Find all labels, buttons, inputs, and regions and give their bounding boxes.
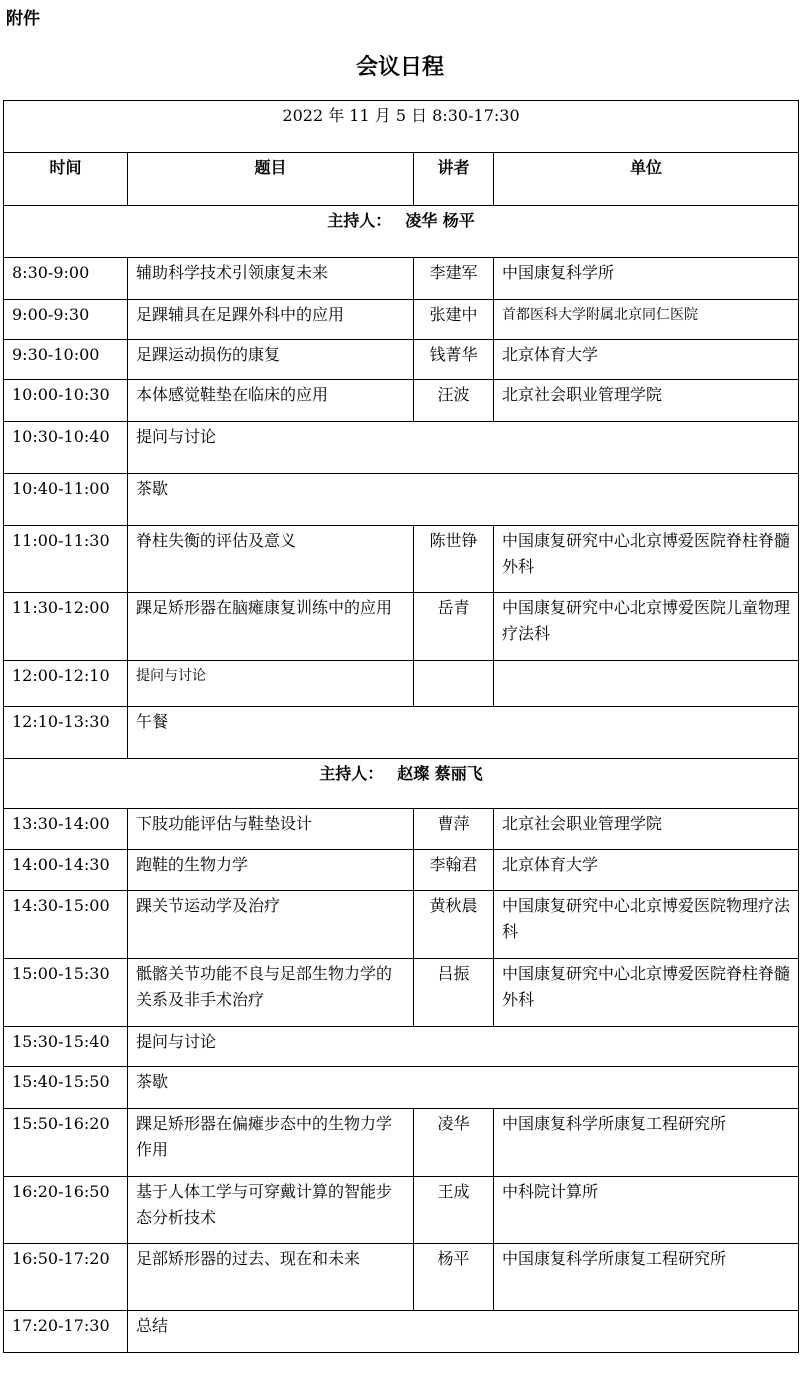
unit-cell: 北京体育大学 — [494, 340, 799, 380]
time-cell: 15:50-16:20 — [4, 1109, 128, 1177]
topic-cell: 本体感觉鞋垫在临床的应用 — [128, 380, 414, 422]
host-names: 凌华 杨平 — [405, 211, 475, 230]
host-names: 赵璨 蔡丽飞 — [397, 764, 483, 783]
time-cell: 15:30-15:40 — [4, 1027, 128, 1067]
table-row — [4, 474, 799, 526]
table-row — [4, 1109, 799, 1177]
unit-cell: 中国康复研究中心北京博爱医院脊柱脊髓外科 — [494, 959, 799, 1027]
topic-cell: 茶歇 — [128, 1067, 799, 1109]
topic-cell: 基于人体工学与可穿戴计算的智能步态分析技术 — [128, 1177, 414, 1244]
speaker-cell: 凌华 — [414, 1109, 494, 1177]
speaker-cell: 吕振 — [414, 959, 494, 1027]
speaker-cell: 李建军 — [414, 258, 494, 300]
topic-cell: 踝关节运动学及治疗 — [128, 891, 414, 959]
header-topic: 题目 — [128, 153, 414, 206]
topic-cell: 脊柱失衡的评估及意义 — [128, 526, 414, 593]
topic-cell: 下肢功能评估与鞋垫设计 — [128, 809, 414, 850]
speaker-cell: 钱菁华 — [414, 340, 494, 380]
table-row — [4, 340, 799, 380]
unit-cell: 中国康复科学所康复工程研究所 — [494, 1244, 799, 1311]
speaker-cell: 杨平 — [414, 1244, 494, 1311]
table-row — [4, 300, 799, 340]
header-row — [4, 153, 799, 206]
time-cell: 15:40-15:50 — [4, 1067, 128, 1109]
table-row — [4, 809, 799, 850]
header-speaker: 讲者 — [414, 153, 494, 206]
time-cell: 10:00-10:30 — [4, 380, 128, 422]
header-time: 时间 — [4, 153, 128, 206]
speaker-cell: 陈世铮 — [414, 526, 494, 593]
table-row — [4, 1027, 799, 1067]
table-row — [4, 850, 799, 891]
topic-cell: 踝足矫形器在脑瘫康复训练中的应用 — [128, 593, 414, 661]
table-row — [4, 891, 799, 959]
time-cell: 14:00-14:30 — [4, 850, 128, 891]
time-cell: 15:00-15:30 — [4, 959, 128, 1027]
time-cell: 13:30-14:00 — [4, 809, 128, 850]
time-cell: 16:20-16:50 — [4, 1177, 128, 1244]
table-row — [4, 1311, 799, 1353]
time-cell: 9:00-9:30 — [4, 300, 128, 340]
time-cell: 12:10-13:30 — [4, 707, 128, 759]
table-row — [4, 258, 799, 300]
host-label: 主持人： — [319, 764, 384, 783]
table-row — [4, 526, 799, 593]
date-row — [4, 101, 799, 153]
topic-cell: 踝足矫形器在偏瘫步态中的生物力学作用 — [128, 1109, 414, 1177]
speaker-cell: 王成 — [414, 1177, 494, 1244]
host-cell — [4, 759, 799, 809]
time-cell: 14:30-15:00 — [4, 891, 128, 959]
table-row — [4, 959, 799, 1027]
header-unit: 单位 — [494, 153, 799, 206]
speaker-cell: 曹萍 — [414, 809, 494, 850]
table-row — [4, 593, 799, 661]
time-cell: 11:30-12:00 — [4, 593, 128, 661]
unit-cell: 中国康复科学所康复工程研究所 — [494, 1109, 799, 1177]
topic-cell: 提问与讨论 — [128, 422, 799, 474]
time-cell: 17:20-17:30 — [4, 1311, 128, 1353]
unit-cell: 中国康复科学所 — [494, 258, 799, 300]
topic-cell: 跑鞋的生物力学 — [128, 850, 414, 891]
unit-cell: 中国康复研究中心北京博爱医院物理疗法科 — [494, 891, 799, 959]
speaker-cell: 张建中 — [414, 300, 494, 340]
topic-cell: 午餐 — [128, 707, 799, 759]
speaker-cell: 汪波 — [414, 380, 494, 422]
table-row — [4, 707, 799, 759]
time-cell: 12:00-12:10 — [4, 661, 128, 707]
table-row — [4, 1067, 799, 1109]
host-row-afternoon — [4, 759, 799, 809]
time-cell: 10:40-11:00 — [4, 474, 128, 526]
table-row — [4, 661, 799, 707]
table-row — [4, 380, 799, 422]
topic-cell: 足踝运动损伤的康复 — [128, 340, 414, 380]
topic-cell: 总结 — [128, 1311, 799, 1353]
speaker-cell — [414, 661, 494, 707]
topic-cell: 辅助科学技术引领康复未来 — [128, 258, 414, 300]
time-cell: 16:50-17:20 — [4, 1244, 128, 1311]
unit-cell: 首都医科大学附属北京同仁医院 — [494, 300, 799, 340]
unit-cell: 北京社会职业管理学院 — [494, 809, 799, 850]
unit-cell: 北京社会职业管理学院 — [494, 380, 799, 422]
unit-cell — [494, 661, 799, 707]
topic-cell: 茶歇 — [128, 474, 799, 526]
host-label: 主持人： — [327, 211, 392, 230]
page-title: 会议日程 — [355, 55, 444, 80]
unit-cell: 中科院计算所 — [494, 1177, 799, 1244]
topic-cell: 提问与讨论 — [128, 1027, 799, 1067]
speaker-cell: 黄秋晨 — [414, 891, 494, 959]
unit-cell: 中国康复研究中心北京博爱医院儿童物理疗法科 — [494, 593, 799, 661]
topic-cell: 骶髂关节功能不良与足部生物力学的关系及非手术治疗 — [128, 959, 414, 1027]
time-cell: 11:00-11:30 — [4, 526, 128, 593]
time-cell: 8:30-9:00 — [4, 258, 128, 300]
table-row — [4, 422, 799, 474]
attachment-label: 附件 — [6, 9, 40, 29]
topic-cell: 提问与讨论 — [128, 661, 414, 707]
time-cell: 10:30-10:40 — [4, 422, 128, 474]
speaker-cell: 李翰君 — [414, 850, 494, 891]
host-cell — [4, 206, 799, 258]
schedule-table — [3, 100, 799, 1353]
table-row — [4, 1177, 799, 1244]
time-cell: 9:30-10:00 — [4, 340, 128, 380]
host-row-morning — [4, 206, 799, 258]
speaker-cell: 岳青 — [414, 593, 494, 661]
topic-cell: 足部矫形器的过去、现在和未来 — [128, 1244, 414, 1311]
unit-cell: 中国康复研究中心北京博爱医院脊柱脊髓外科 — [494, 526, 799, 593]
topic-cell: 足踝辅具在足踝外科中的应用 — [128, 300, 414, 340]
unit-cell: 北京体育大学 — [494, 850, 799, 891]
date-line: 2022 年 11 月 5 日 8:30-17:30 — [4, 101, 799, 153]
table-row — [4, 1244, 799, 1311]
